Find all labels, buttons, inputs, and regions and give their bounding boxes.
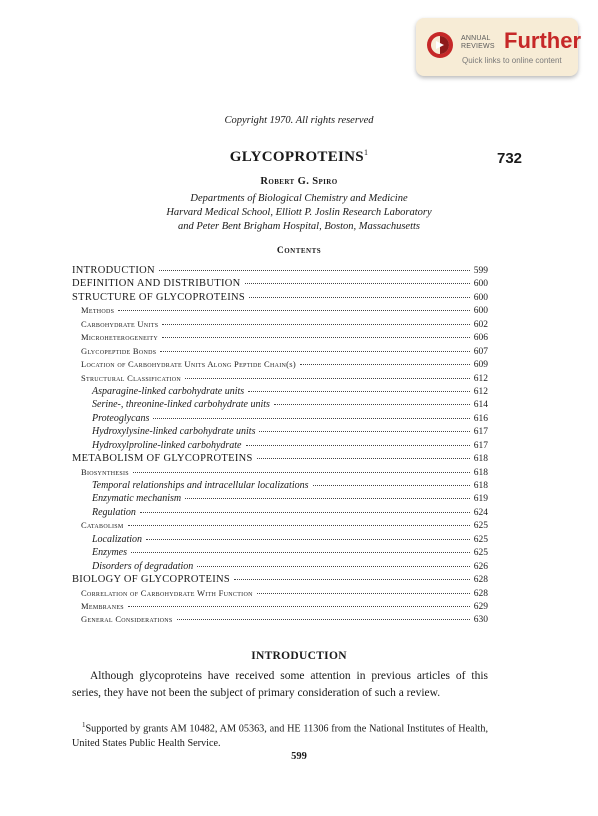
journal-page-number: 732: [497, 150, 523, 167]
annual-reviews-logo-icon: [425, 30, 455, 60]
toc-entry-label: STRUCTURE OF GLYCOPROTEINS: [72, 291, 246, 303]
page-folio: 599: [291, 751, 307, 762]
footnote: [72, 718, 488, 751]
dot-leader: [160, 343, 469, 352]
toc-entry-label: METABOLISM OF GLYCOPROTEINS: [72, 453, 253, 465]
author-name: Robert G. Spiro: [260, 176, 338, 187]
toc-entry-page: 625: [473, 521, 488, 532]
toc-entry-label: Enzymes: [92, 547, 127, 559]
toc-entry-page: 600: [473, 279, 488, 290]
toc-entry-label: Disorders of degradation: [92, 560, 194, 572]
toc-entry-label: Catabolism: [81, 520, 124, 531]
title-footnote-mark: 1: [363, 148, 369, 157]
dot-leader: [177, 611, 470, 620]
toc-entry-label: Methods: [81, 305, 115, 316]
toc-entry-page: 600: [473, 292, 488, 303]
toc-entry-label: Structural Classification: [81, 372, 182, 383]
dot-leader: [128, 517, 470, 526]
toc-entry-label: Glycopeptide Bonds: [81, 345, 157, 356]
toc-entry-label: DEFINITION AND DISTRIBUTION: [72, 278, 241, 290]
dot-leader: [185, 370, 470, 379]
dot-leader: [131, 544, 470, 553]
toc-entry-page: 617: [473, 440, 488, 451]
section-heading-introduction: INTRODUCTION: [251, 650, 347, 662]
toc-entry-page: 607: [473, 346, 488, 357]
toc-entry-page: 612: [473, 373, 488, 384]
toc-entry-page: 609: [473, 360, 488, 371]
dot-leader: [118, 302, 469, 311]
toc-entry-page: 617: [473, 427, 488, 438]
toc-entry-page: 618: [473, 454, 488, 465]
publisher-line-1: ANNUAL: [461, 35, 491, 42]
toc-entry-page: 602: [473, 319, 488, 330]
affiliation-line-1: Departments of Biological Chemistry and Medicine: [190, 193, 408, 204]
dot-leader: [246, 437, 470, 446]
toc-entry-label: INTRODUCTION: [72, 265, 155, 276]
copyright-notice: Copyright 1970. All rights reserved: [224, 115, 374, 126]
toc-entry-label: Proteoglycans: [92, 412, 150, 424]
toc-entry-label: Localization: [92, 533, 143, 545]
toc-entry-label: Location of Carbohydrate Units Along Peptide Chain(s): [81, 359, 297, 370]
dot-leader: [274, 396, 470, 405]
dot-leader: [259, 423, 469, 432]
toc-entry-label: Hydroxylysine-linked carbohydrate units: [92, 426, 256, 438]
dot-leader: [248, 383, 470, 392]
dot-leader: [257, 585, 470, 594]
toc-entry-label: General Considerations: [81, 614, 173, 625]
toc-entry-page: 599: [473, 266, 488, 276]
contents-heading: Contents: [276, 246, 322, 256]
toc-entry-label: Biosynthesis: [81, 466, 129, 477]
toc-entry-page: 628: [473, 575, 488, 586]
toc-entry-page: 624: [473, 507, 488, 518]
toc-entry-label: Membranes: [81, 600, 124, 611]
dot-leader: [245, 275, 470, 284]
body-paragraph: Although glycoproteins have received some attention in previous articles of this series, they have not been the subject of primary consideration of such a review.: [72, 670, 488, 699]
dot-leader: [128, 598, 470, 607]
dot-leader: [159, 262, 470, 271]
toc-entry-label: BIOLOGY OF GLYCOPROTEINS: [72, 574, 231, 586]
toc-entry-label: Temporal relationships and intracellular localizations: [92, 480, 309, 491]
toc-entry-page: 629: [473, 601, 488, 612]
toc-entry-page: 625: [473, 534, 488, 545]
dot-leader: [313, 477, 470, 486]
dot-leader: [197, 558, 469, 567]
toc-entry-label: Microheterogeneity: [81, 332, 158, 343]
publisher-name: [461, 35, 495, 51]
toc-entry-page: 616: [473, 413, 488, 424]
dot-leader: [249, 289, 470, 298]
dot-leader: [153, 410, 469, 419]
article-title-text: GLYCOPROTEINS: [229, 149, 364, 165]
toc-entry-label: Regulation: [92, 506, 136, 518]
affiliation-line-2: Harvard Medical School, Elliott P. Joslin Research Laboratory: [166, 207, 432, 218]
toc-entry-page: 606: [473, 333, 488, 344]
table-of-contents: [72, 264, 488, 627]
dot-leader: [146, 531, 470, 540]
toc-entry-page: 614: [473, 400, 488, 411]
further-subtitle[interactable]: Quick links to online content: [462, 56, 562, 65]
further-label[interactable]: Further: [504, 28, 581, 53]
dot-leader: [162, 316, 469, 325]
toc-entry-label: Carbohydrate Units: [81, 318, 159, 329]
toc-entry-page: 612: [473, 386, 488, 397]
publisher-line-2: REVIEWS: [461, 43, 495, 50]
toc-entry-page: 618: [473, 467, 488, 478]
toc-entry-page: 628: [473, 588, 488, 599]
toc-entry-label: Serine-, threonine-linked carbohydrate units: [92, 399, 270, 411]
toc-entry-page: 630: [473, 615, 488, 626]
dot-leader: [133, 464, 470, 473]
toc-entry[interactable]: [72, 613, 488, 626]
toc-entry-page: 619: [473, 494, 488, 505]
toc-entry-label: Asparagine-linked carbohydrate units: [92, 385, 245, 397]
toc-entry-page: 626: [473, 561, 488, 572]
affiliation-line-3: and Peter Bent Brigham Hospital, Boston, Massachusetts: [177, 221, 421, 232]
footnote-mark: 1: [82, 721, 86, 729]
toc-entry-page: 618: [473, 481, 488, 491]
dot-leader: [140, 504, 470, 513]
dot-leader: [300, 356, 470, 365]
dot-leader: [162, 329, 470, 338]
footnote-text: Supported by grants AM 10482, AM 05363, and HE 11306 from the National Institutes of Health, United States Public Health Service.: [72, 723, 488, 749]
annual-reviews-further-banner[interactable]: [416, 18, 581, 76]
toc-entry-label: Enzymatic mechanism: [92, 493, 182, 505]
dot-leader: [234, 571, 470, 580]
dot-leader: [257, 450, 470, 459]
dot-leader: [185, 490, 470, 499]
toc-entry-page: 625: [473, 548, 488, 559]
toc-entry-label: Hydroxylproline-linked carbohydrate: [92, 439, 242, 451]
toc-entry-page: 600: [473, 306, 488, 317]
toc-entry-label: Correlation of Carbohydrate With Function: [81, 587, 253, 598]
